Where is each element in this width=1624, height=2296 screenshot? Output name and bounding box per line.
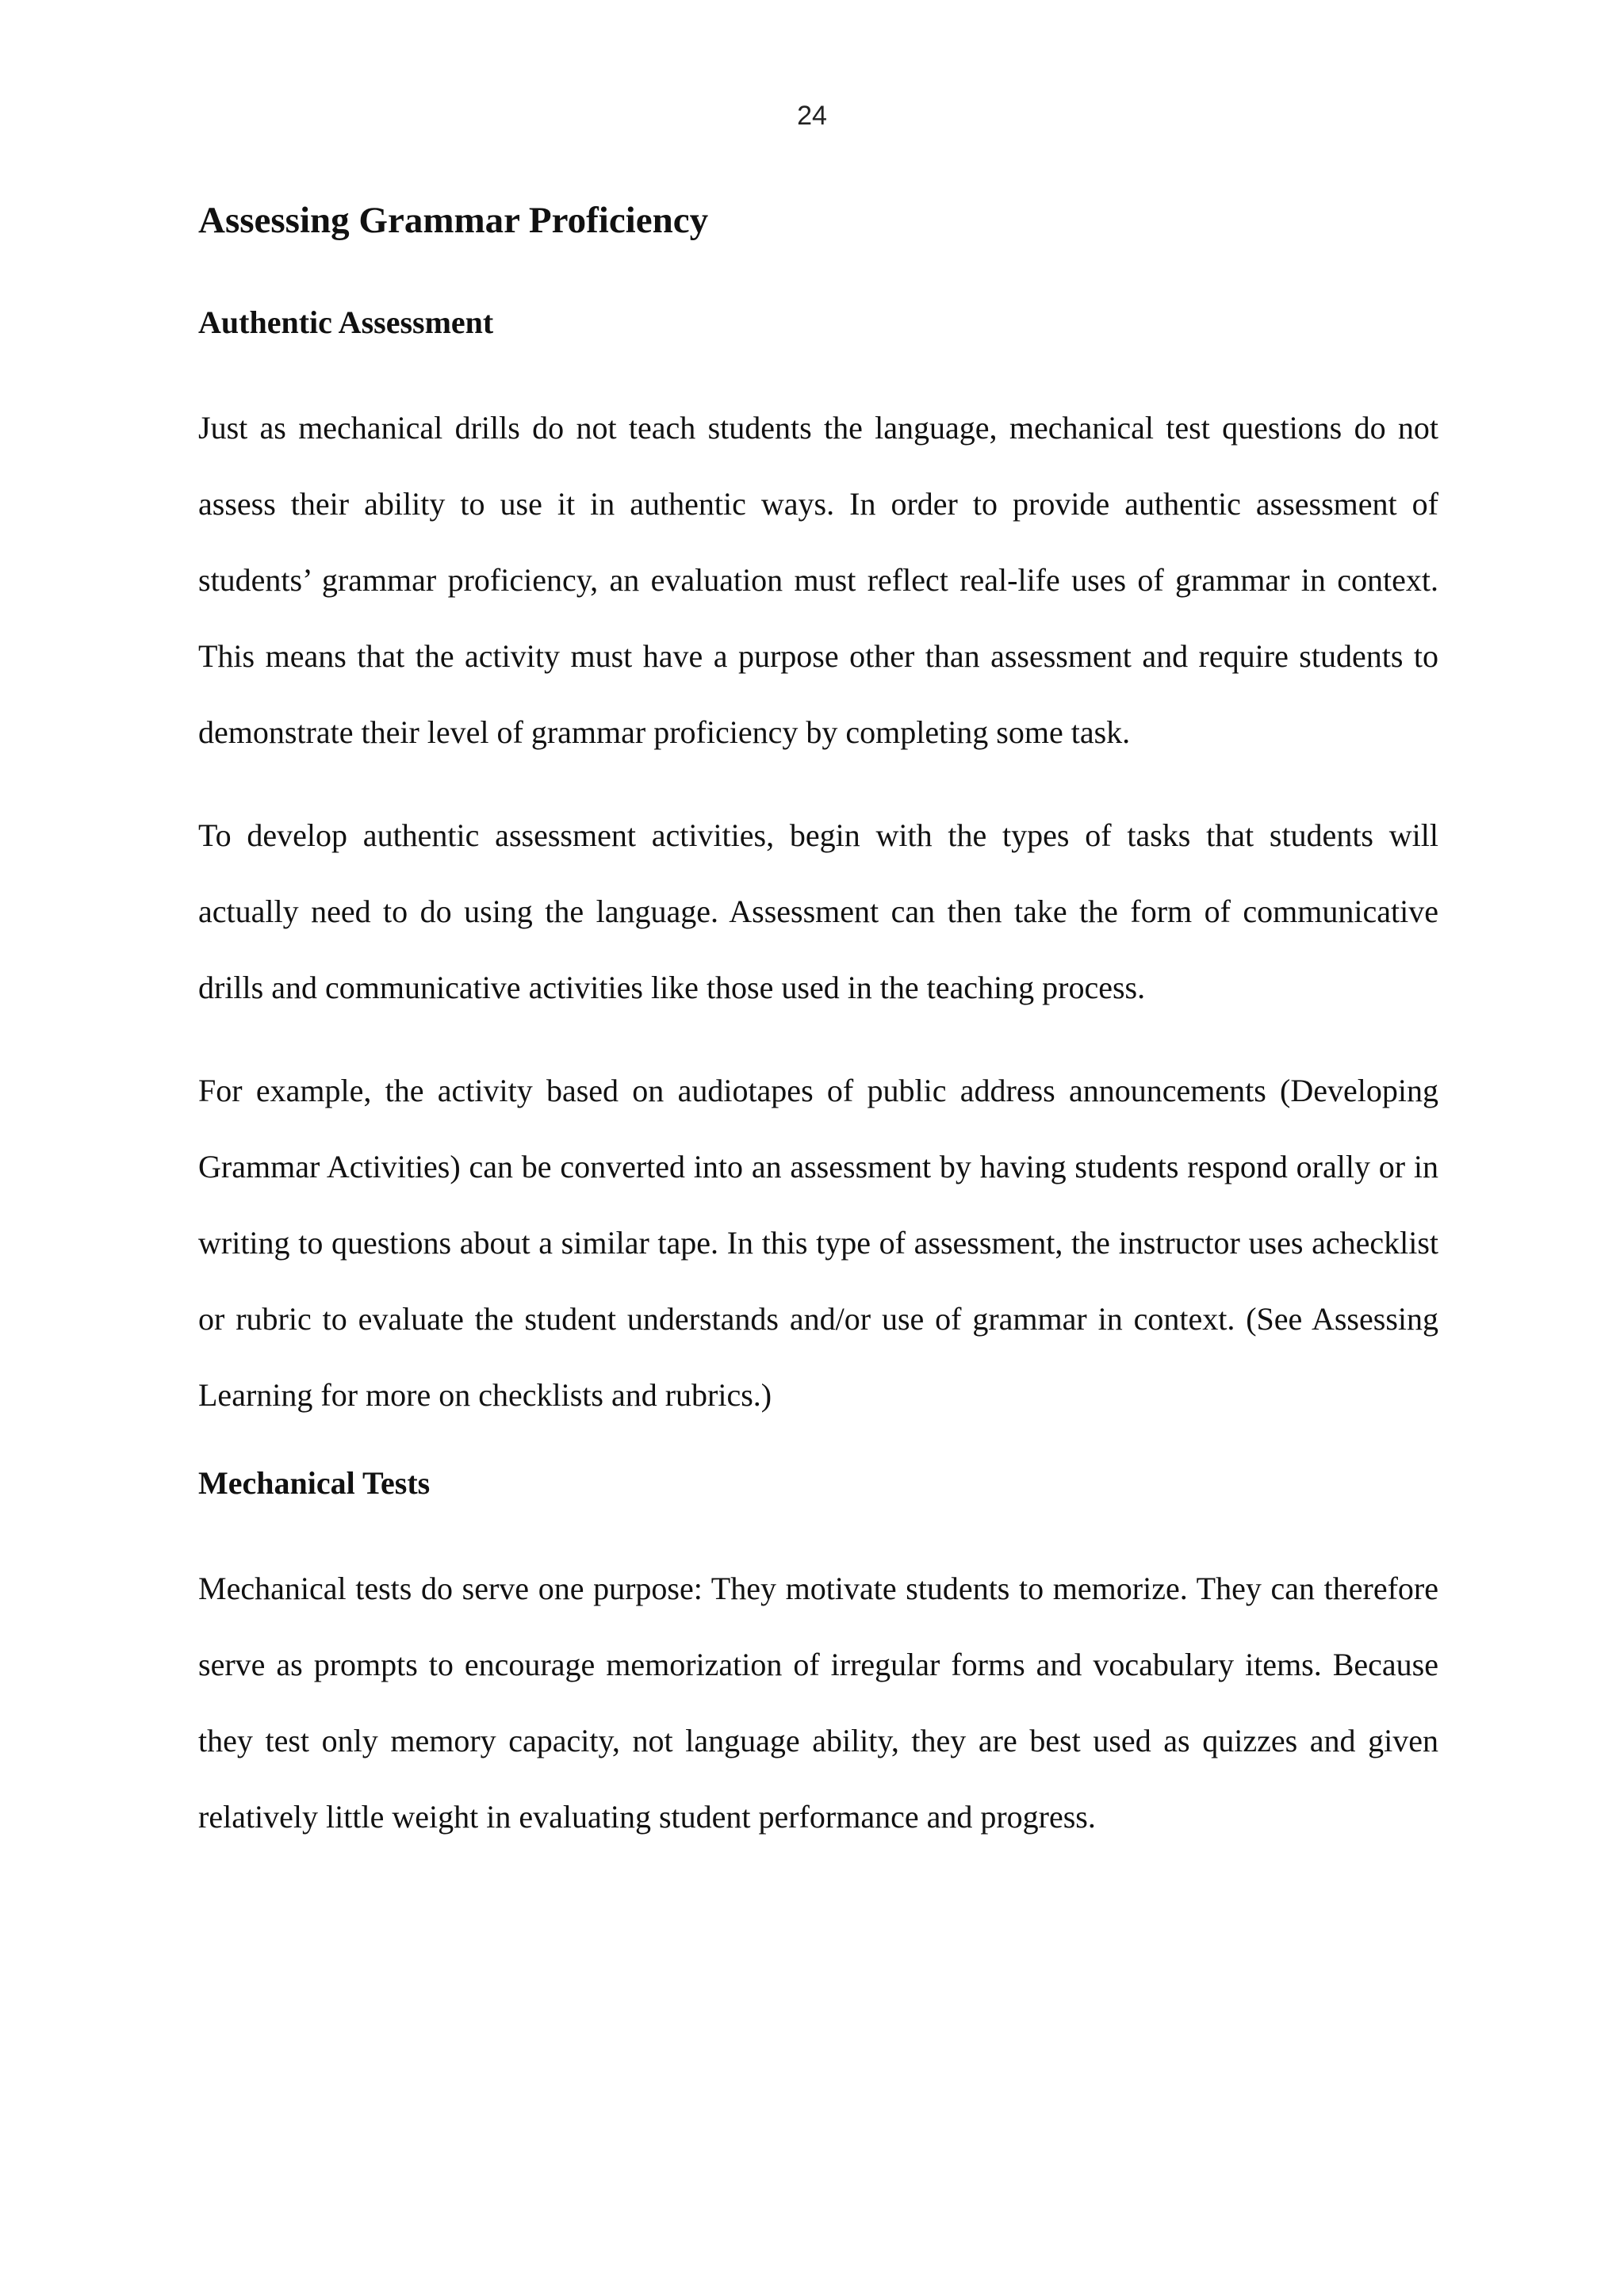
section-heading: Authentic Assessment (198, 304, 494, 340)
paragraph: Mechanical tests do serve one purpose: They motivate students to memorize. They can therefore serve as prompts to encourage memorization of irregular forms and vocabulary items. Because they test only memory capacity, not language ability, they are best used as quizzes and given relatively little weight in evaluating student performance and progress. (198, 1571, 1438, 1835)
paragraph: For example, the activity based on audiotapes of public address announcements (Developing Grammar Activities) can be converted into an assessment by having students respond orally or in writing to questions about a similar tape. In this type of assessment, the instructor uses achecklist or rubric to evaluate the student understands and/or use of grammar in context. (See Assessing Learning for more on checklists and rubrics.) (198, 1073, 1438, 1413)
page-title: Assessing Grammar Proficiency (198, 200, 709, 241)
paragraph: Just as mechanical drills do not teach students the language, mechanical test questions do not assess their ability to use it in authentic ways. In order to provide authentic assessment of students’ grammar proficiency, an evaluation must reflect real-life uses of grammar in context. This means that the activity must have a purpose other than assessment and require students to demonstrate their level of grammar proficiency by completing some task. (198, 410, 1438, 750)
section-mechanical-tests (198, 1464, 1438, 1855)
document-content (198, 197, 1438, 1882)
paragraph: To develop authentic assessment activities, begin with the types of tasks that students will actually need to do using the language. Assessment can then take the form of communicative drills and communicative activities like those used in the teaching process. (198, 817, 1438, 1005)
section-authentic-assessment (198, 303, 1438, 1433)
page-number: 24 (797, 101, 827, 131)
section-heading: Mechanical Tests (198, 1465, 431, 1501)
